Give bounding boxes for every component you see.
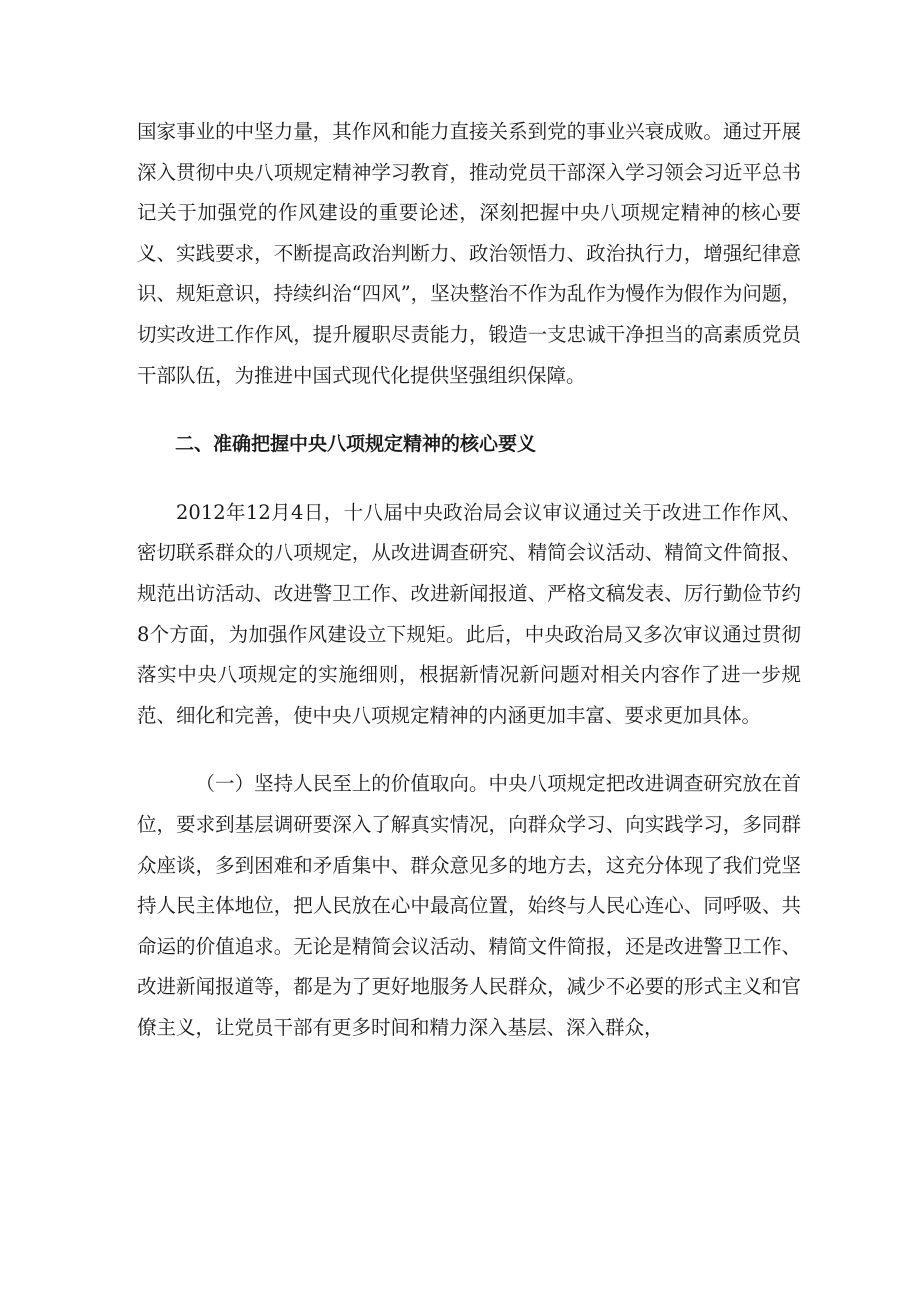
section-heading: 二、准确把握中央八项规定精神的核心要义 <box>175 433 537 456</box>
document-body <box>137 112 801 1076</box>
body-paragraph: （一）坚持人民至上的价值取向。中央八项规定把改进调查研究放在首位，要求到基层调研要深入了解真实情况，向群众学习、向实践学习，多同群众座谈，多到困难和矛盾集中、群众意见多的地方去，这充分体现了我们党坚持人民主体地位，把人民放在心中最高位置，始终与人民心连心、同呼吸、共命运的价值追求。无论是精简会议活动、精简文件简报，还是改进警卫工作、改进新闻报道等，都是为了更好地服务人民群众，减少不必要的形式主义和官僚主义，让党员干部有更多时间和精力深入基层、深入群众， <box>137 772 801 1039</box>
body-paragraph: 国家事业的中坚力量，其作风和能力直接关系到党的事业兴衰成败。通过开展深入贯彻中央八项规定精神学习教育，推动党员干部深入学习领会习近平总书记关于加强党的作风建设的重要论述，深刻把握中央八项规定精神的核心要义、实践要求，不断提高政治判断力、政治领悟力、政治执行力，增强纪律意识、规矩意识，持续纠治“四风”，坚决整治不作为乱作为慢作为假作为问题，切实改进工作作风，提升履职尽责能力，锻造一支忠诚干净担当的高素质党员干部队伍，为推进中国式现代化提供坚强组织保障。 <box>137 120 801 387</box>
body-paragraph: 2012年12月4日，十八届中央政治局会议审议通过关于改进工作作风、密切联系群众的八项规定，从改进调查研究、精简会议活动、精简文件简报、规范出访活动、改进警卫工作、改进新闻报道、严格文稿发表、厉行勤俭节约8个方面，为加强作风建设立下规矩。此后，中央政治局又多次审议通过贯彻落实中央八项规定的实施细则，根据新情况新问题对相关内容作了进一步规范、细化和完善，使中央八项规定精神的内涵更加丰富、要求更加具体。 <box>137 500 801 727</box>
